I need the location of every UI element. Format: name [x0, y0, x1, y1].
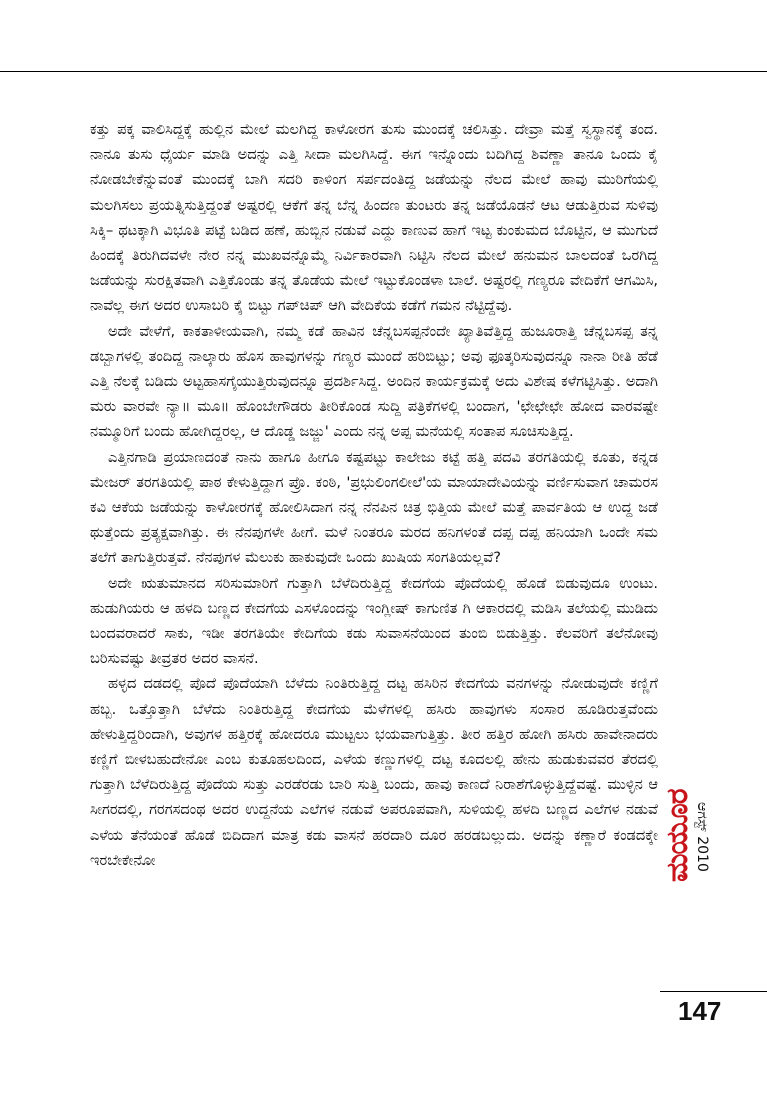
page-number-rule — [660, 991, 767, 992]
top-rule — [0, 71, 767, 72]
page-number: 147 — [678, 996, 722, 1026]
paragraph-1: ಕತ್ತು ಪಕ್ಕ ವಾಲಿಸಿದ್ದಕ್ಕೆ ಹುಲ್ಲಿನ ಮೇಲೆ ಮಲಗಿದ್ದ ಕಾಳೋರಗ ತುಸು ಮುಂದಕ್ಕೆ ಚಲಿಸಿತ್ತು. ದೇವ್ರಾ ಮತ್ತೆ ಸ್ವಸ್ಥಾನಕ್ಕೆ ತಂದ. ನಾನೂ ತುಸು ಧೈರ್ಯ ಮಾಡಿ ಅದನ್ನು ಎತ್ತಿ ಸೀದಾ ಮಲಗಿಸಿದ್ದೆ. ಈಗ ಇನ್ನೊಂದು ಬದಿಗಿದ್ದ ಶಿವಣ್ಣಾ ತಾನೂ ಒಂದು ಕೈ ನೋಡಬೇಕೆನ್ನುವಂತೆ ಮುಂದಕ್ಕೆ ಬಾಗಿ ಸದರಿ ಕಾಳಿಂಗ ಸರ್ಪದಂತಿದ್ದ ಜಡೆಯನ್ನು ನೆಲದ ಮೇಲೆ ಹಾವು ಮುರಿಗೆಯಲ್ಲಿ ಮಲಗಿಸಲು ಪ್ರಯತ್ನಿಸುತ್ತಿದ್ದಂತೆ ಅಷ್ಟರಲ್ಲಿ ಆಕೆಗೆ ತನ್ನ ಬೆನ್ನ ಹಿಂದಣ ತುಂಟರು ತನ್ನ ಜಡೆಯೊಡನೆ ಆಟ ಆಡುತ್ತಿರುವ ಸುಳಿವು ಸಿಕ್ಕಿ– ಥಟಕ್ಕಾಗಿ ವಿಭೂತಿ ಪಟ್ಟೆ ಬಡಿದ ಹಣೆ, ಹುಬ್ಬಿನ ನಡುವೆ ಎದ್ದು ಕಾಣುವ ಹಾಗೆ ಇಟ್ಟ ಕುಂಕುಮದ ಬೊಟ್ಟಿನ, ಆ ಮುಗುದೆ ಹಿಂದಕ್ಕೆ ತಿರುಗಿದವಳೇ ನೇರ ನನ್ನ ಮುಖವನ್ನೊಮ್ಮೆ ನಿರ್ವಿಕಾರವಾಗಿ ನಿಟ್ಟಿಸಿ ನೆಲದ ಮೇಲೆ ಹನುಮನ ಬಾಲದಂತೆ ಒರಗಿದ್ದ ಜಡೆಯನ್ನು ಸುರಕ್ಷಿತವಾಗಿ ಎತ್ತಿಕೊಂಡು ತನ್ನ ತೊಡೆಯ ಮೇಲೆ ಇಟ್ಟುಕೊಂಡಳಾ ಬಾಲೆ. ಅಷ್ಟರಲ್ಲಿ ಗಣ್ಯರೂ ವೇದಿಕೆಗೆ ಆಗಮಿಸಿ, ನಾವೆಲ್ಲ ಈಗ ಅದರ ಉಸಾಬರಿ ಕೈ ಬಿಟ್ಟು ಗಪ್‌ಚಿಪ್ ಆಗಿ ವೇದಿಕೆಯ ಕಡೆಗೆ ಗಮನ ನೆಟ್ಟಿದ್ದೆವು. — [90, 121, 658, 315]
paragraph-5: ಹಳ್ಳದ ದಡದಲ್ಲಿ ಪೊದೆ ಪೊದೆಯಾಗಿ ಬೆಳೆದು ನಿಂತಿರುತ್ತಿದ್ದ ದಟ್ಟ ಹಸಿರಿನ ಕೇದಗೆಯ ವನಗಳನ್ನು ನೋಡುವುದೇ ಕಣ್ಣಿಗೆ ಹಬ್ಬ. ಒತ್ತೊತ್ತಾಗಿ ಬೆಳೆದು ನಿಂತಿರುತ್ತಿದ್ದ ಕೇದಗೆಯ ಮೆಳೆಗಳಲ್ಲಿ ಹಸಿರು ಹಾವುಗಳು ಸಂಸಾರ ಹೂಡಿರುತ್ತವೆಂದು ಹೇಳುತ್ತಿದ್ದರಿಂದಾಗಿ, ಅವುಗಳ ಹತ್ತಿರಕ್ಕೆ ಹೋದರೂ ಮುಟ್ಟಲು ಭಯವಾಗುತ್ತಿತ್ತು. ತೀರ ಹತ್ತಿರ ಹೋಗಿ ಹಸಿರು ಹಾವೇನಾದರು ಕಣ್ಣಿಗೆ ಬೀಳಬಹುದೇನೋ ಎಂಬ ಕುತೂಹಲದಿಂದ, ಎಳೆಯ ಕಣ್ಣುಗಳಲ್ಲಿ ದಟ್ಟ ಕೂದಲಲ್ಲಿ ಹೇನು ಹುಡುಕುವವರ ತೆರದಲ್ಲಿ ಗುತ್ತಾಗಿ ಬೆಳೆದಿರುತ್ತಿದ್ದ ಪೊದೆಯ ಸುತ್ತು ಎರಡೆರಡು ಬಾರಿ ಸುತ್ತಿ ಬಂದು, ಹಾವು ಕಾಣದೆ ನಿರಾಶೆಗೊಳ್ಳುತ್ತಿದ್ದೆವಷ್ಟೆ. ಮುಳ್ಳಿನ ಆ ಸೀಗರದಲ್ಲಿ, ಗರಗಸದಂಥ ಅದರ ಉದ್ದನೆಯ ಎಲೆಗಳ ನಡುವೆ ಅಪರೂಪವಾಗಿ, ಸುಳಿಯಲ್ಲಿ ಹಳದಿ ಬಣ್ಣದ ಎಲೆಗಳ ನಡುವೆ ಎಳೆಯ ತೆನೆಯಂತೆ ಹೊಡೆ ಬಿದಿದಾಗ ಮಾತ್ರ ಕಡು ವಾಸನೆ ಹರದಾರಿ ದೂರ ಹರಡಬಲ್ಲುದು. ಅದನ್ನು ಕಣ್ಣಾರೆ ಕಂಡದಕ್ಕೇ ಇರಬೇಕೇನೋ — [90, 675, 658, 869]
article-body — [90, 117, 658, 873]
paragraph-4: ಅದೇ ಋತುಮಾನದ ಸರಿಸುಮಾರಿಗೆ ಗುತ್ತಾಗಿ ಬೆಳೆದಿರುತ್ತಿದ್ದ ಕೇದಗೆಯ ಪೊದೆಯಲ್ಲಿ ಹೊಡೆ ಬಿಡುವುದೂ ಉಂಟು. ಹುಡುಗಿಯರು ಆ ಹಳದಿ ಬಣ್ಣದ ಕೇದಗೆಯ ಎಸಳೊಂದನ್ನು ಇಂಗ್ಲೀಷ್ ಕಾಗುಣಿತ ಗಿ ಆಕಾರದಲ್ಲಿ ಮಡಿಸಿ ತಲೆಯಲ್ಲಿ ಮುಡಿದು ಬಂದವರಾದರೆ ಸಾಕು, ಇಡೀ ತರಗತಿಯೇ ಕೇದಿಗೆಯ ಕಡು ಸುವಾಸನೆಯಿಂದ ತುಂಬಿ ಬಿಡುತ್ತಿತ್ತು. ಕೆಲವರಿಗೆ ತಲೆನೋವು ಬರಿಸುವಷ್ಟು ತೀವ್ರತರ ಅದರ ವಾಸನೆ. — [90, 574, 658, 668]
magazine-logo: ಮಯೂರ — [660, 789, 695, 882]
margin-masthead — [660, 789, 720, 1002]
paragraph-2: ಅದೇ ವೇಳೆಗೆ, ಕಾಕತಾಳೀಯವಾಗಿ, ನಮ್ಮ ಕಡೆ ಹಾವಿನ ಚೆನ್ನಬಸಪ್ಪನೆಂದೇ ಖ್ಯಾತಿವೆತ್ತಿದ್ದ ಹುಜೂರಾತ್ತಿ ಚೆನ್ನಬಸಪ್ಪ ತನ್ನ ಡಬ್ಬಾಗಳಲ್ಲಿ ತಂದಿದ್ದ ನಾಲ್ಕಾರು ಹೊಸ ಹಾವುಗಳನ್ನು ಗಣ್ಯರ ಮುಂದೆ ಹರಿಬಿಟ್ಟು; ಅವು ಫೂತ್ಕರಿಸುವುದನ್ನೂ ನಾನಾ ರೀತಿ ಹೆಡೆ ಎತ್ತಿ ನೆಲಕ್ಕೆ ಬಡಿದು ಅಟ್ಟಹಾಸಗೈಯುತ್ತಿರುವುದನ್ನೂ ಪ್ರದರ್ಶಿಸಿದ್ದ. ಅಂದಿನ ಕಾರ್ಯಕ್ರಮಕ್ಕೆ ಅದು ವಿಶೇಷ ಕಳೆಗಟ್ಟಿಸಿತ್ತು. ಅದಾಗಿ ಮರು ವಾರವೇ ನ್ಯಾ॥ ಮೂ॥ ಹೊಂಬೇಗೌಡರು ತೀರಿಕೊಂಡ ಸುದ್ದಿ ಪತ್ರಿಕೆಗಳಲ್ಲಿ ಬಂದಾಗ, 'ಛೇಛೇಛೇ ಹೋದ ವಾರವಷ್ಟೇ ನಮ್ಮೂರಿಗೆ ಬಂದು ಹೋಗಿದ್ದರಲ್ಲ, ಆ ದೊಡ್ಡ ಜಜ್ಜು' ಎಂದು ನನ್ನ ಅಪ್ಪ ಮನೆಯಲ್ಲಿ ಸಂತಾಪ ಸೂಚಿಸುತ್ತಿದ್ದ. — [90, 322, 658, 441]
paragraph-3: ಎತ್ತಿನಗಾಡಿ ಪ್ರಯಾಣದಂತೆ ನಾನು ಹಾಗೂ ಹೀಗೂ ಕಷ್ಟಪಟ್ಟು ಕಾಲೇಜು ಕಟ್ಟೆ ಹತ್ತಿ ಪದವಿ ತರಗತಿಯಲ್ಲಿ ಕೂತು, ಕನ್ನಡ ಮೇಜರ್ ತರಗತಿಯಲ್ಲಿ ಪಾಠ ಕೇಳುತ್ತಿದ್ದಾಗ ಪ್ರೊ. ಕಂಠಿ, 'ಪ್ರಭುಲಿಂಗಲೀಲೆ'ಯ ಮಾಯಾದೇವಿಯನ್ನು ವರ್ಣಿಸುವಾಗ ಚಾಮರಸ ಕವಿ ಆಕೆಯ ಜಡೆಯನ್ನು ಕಾಳೋರಗಕ್ಕೆ ಹೋಲಿಸಿದಾಗ ನನ್ನ ನೆನಪಿನ ಚಿತ್ರ ಭಿತ್ತಿಯ ಮೇಲೆ ಮತ್ತೆ ಪಾರ್ವತಿಯ ಆ ಉದ್ದ ಜಡೆ ಥುತ್ತೆಂದು ಪ್ರತ್ಯಕ್ಷವಾಗಿತ್ತು. ಈ ನೆನಪುಗಳೇ ಹೀಗೆ. ಮಳೆ ನಿಂತರೂ ಮರದ ಹನಿಗಳಂತೆ ದಪ್ಪ ದಪ್ಪ ಹನಿಯಾಗಿ ಒಂದೇ ಸಮ ತಲೆಗೆ ತಾಗುತ್ತಿರುತ್ತವೆ. ನೆನಪುಗಳ ಮೆಲುಕು ಹಾಕುವುದೇ ಒಂದು ಖುಷಿಯ ಸಂಗತಿಯಲ್ಲವೆ? — [90, 448, 658, 567]
issue-date: ಆಗಸ್ಟ್ 2010 — [694, 802, 710, 872]
